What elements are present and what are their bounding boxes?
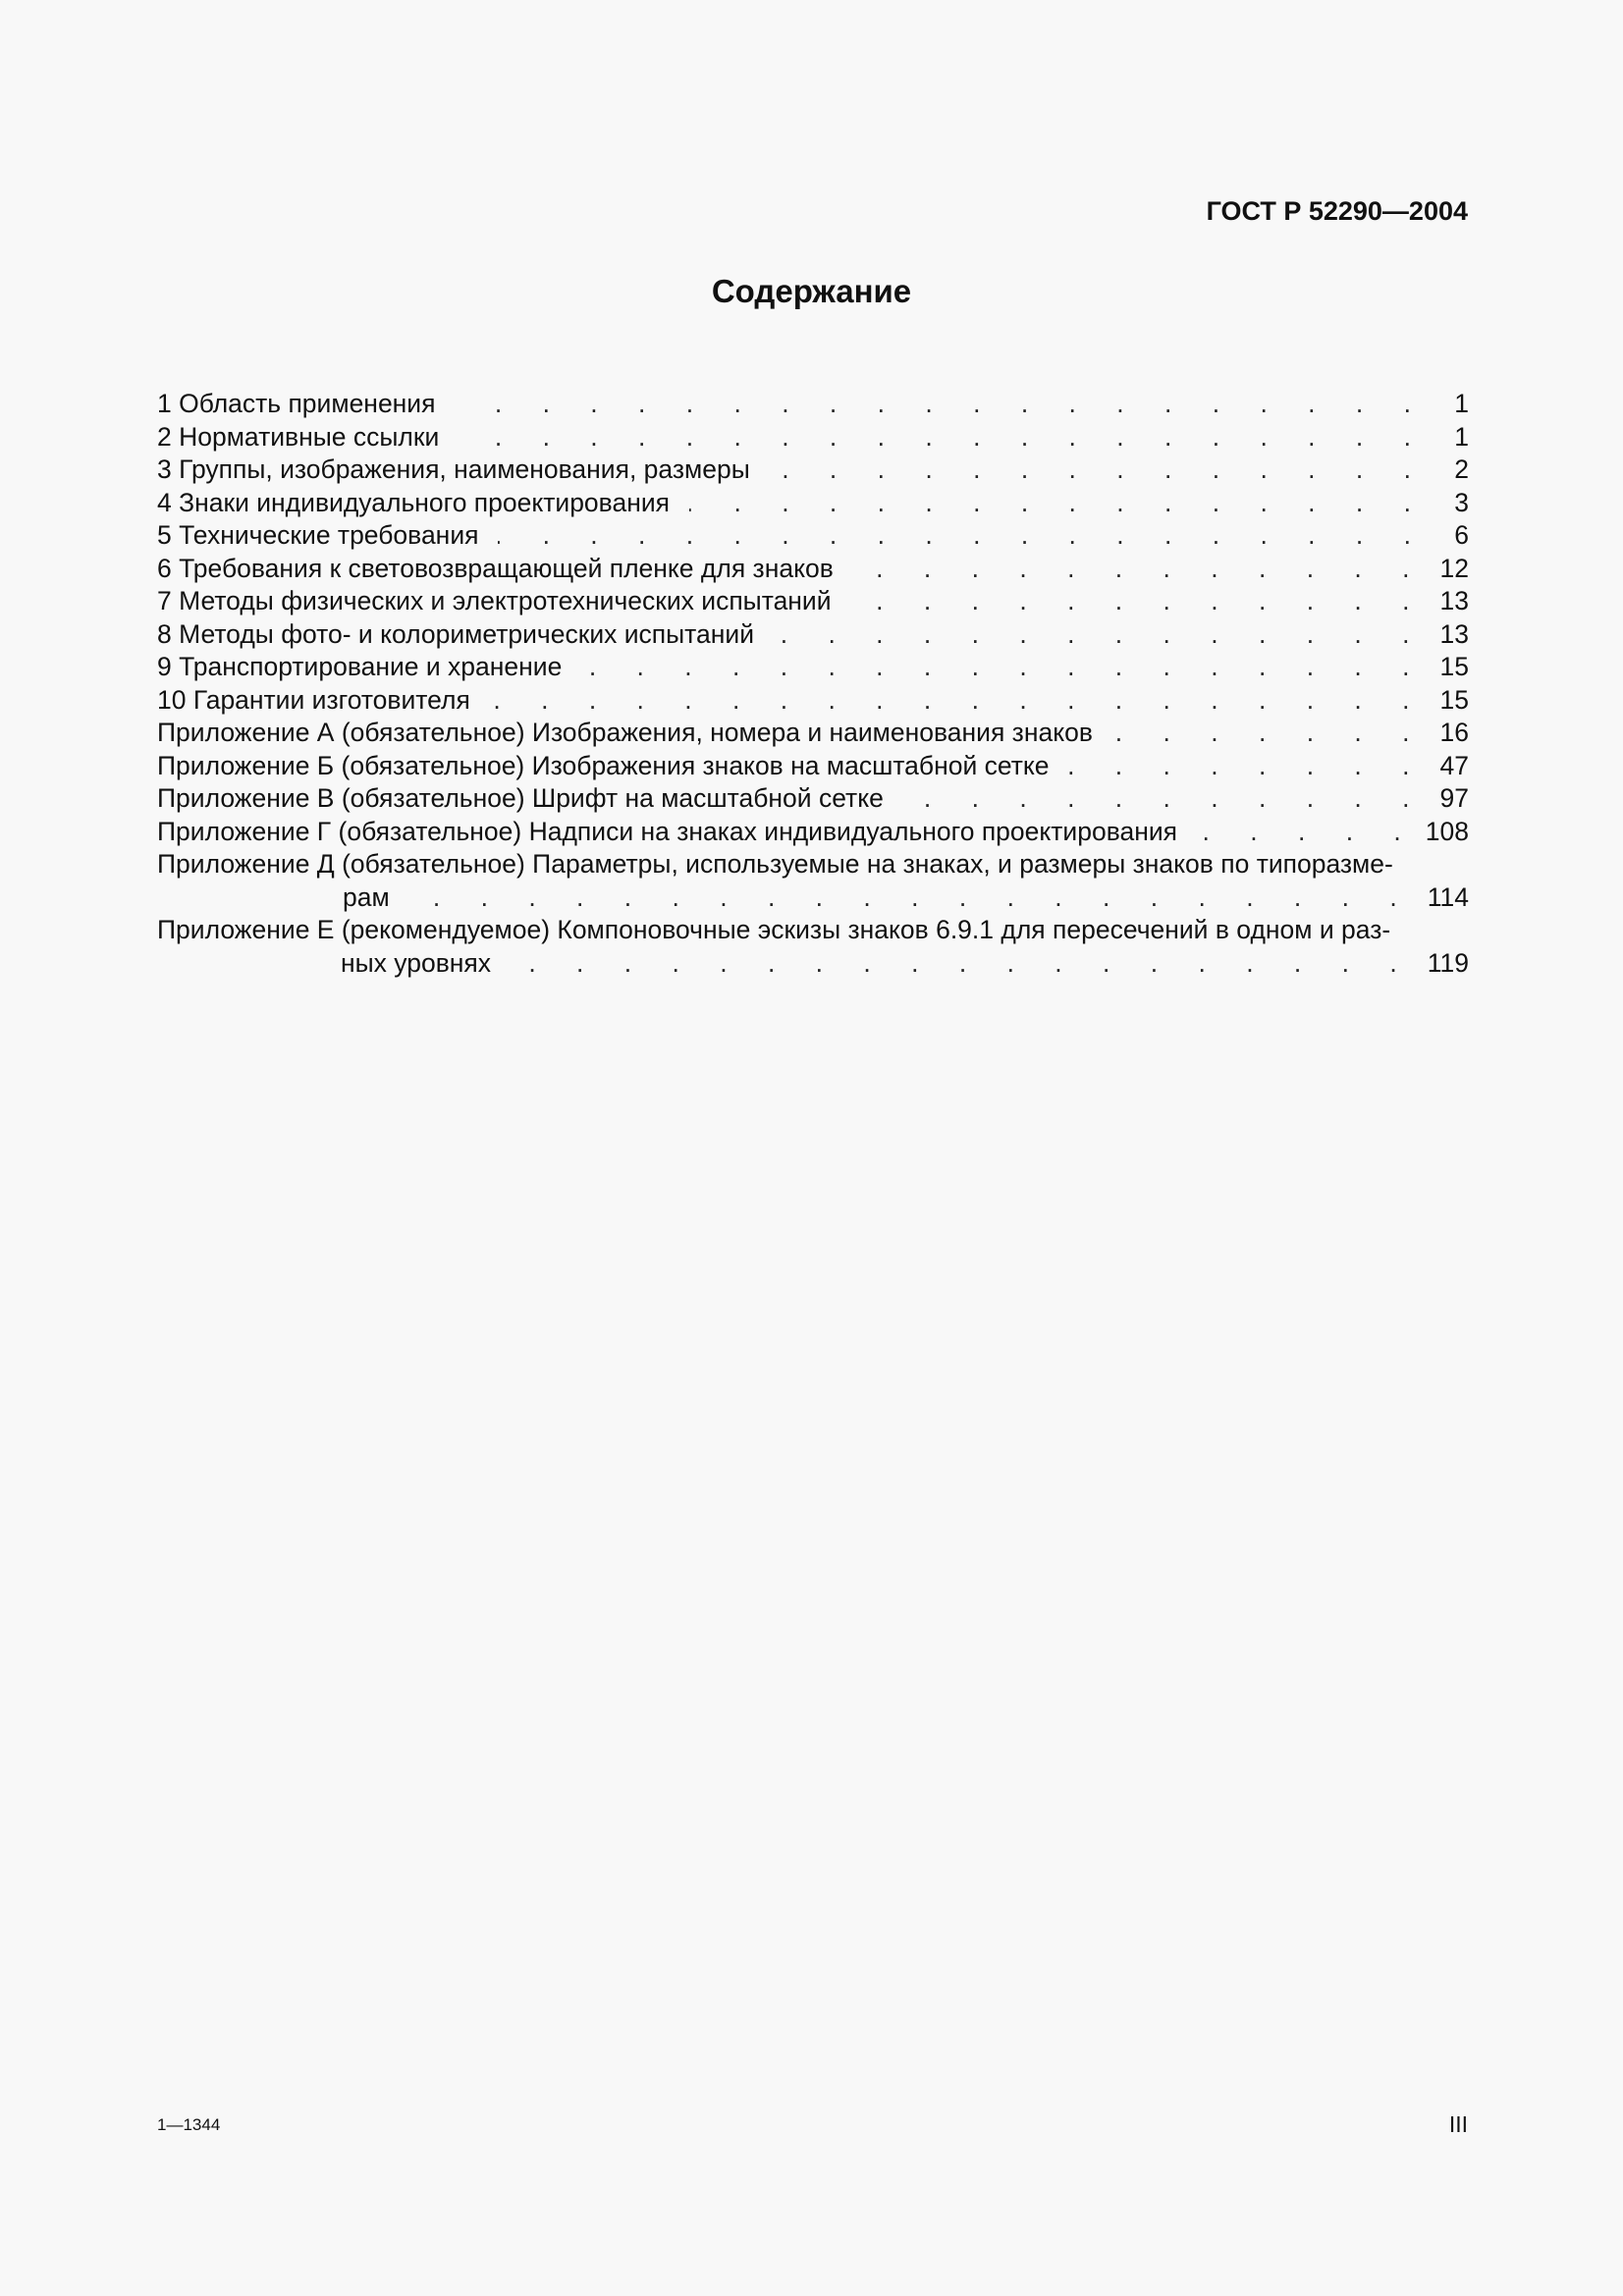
- toc-entry[interactable]: [157, 487, 1469, 520]
- toc-entry-page: 1: [1454, 389, 1469, 418]
- toc-entry-multiline[interactable]: [157, 848, 1469, 914]
- toc-leader-dots: [409, 881, 1414, 915]
- toc-leader-dots: [498, 519, 1428, 553]
- toc-entry[interactable]: [157, 651, 1469, 684]
- toc-entry-text: 8 Методы фото- и колориметрических испытаний: [157, 618, 754, 649]
- toc-entry-page: 119: [1427, 947, 1469, 978]
- toc-entry[interactable]: [157, 421, 1469, 454]
- toc-entry-text-line1: Приложение Е (рекомендуемое) Компоновочные эскизы знаков 6.9.1 для пересечений в одном и раз-: [157, 915, 1391, 944]
- toc-entry-text: Приложение В (обязательное) Шрифт на масштабной сетке: [157, 783, 884, 813]
- toc-entry[interactable]: [157, 717, 1469, 750]
- toc-entry[interactable]: [157, 684, 1469, 718]
- toc-leader-dots: [1069, 750, 1427, 783]
- toc-leader-dots: [770, 454, 1428, 487]
- toc-entry-page: 2: [1454, 454, 1469, 484]
- toc-entry-text: 2 Нормативные ссылки: [157, 421, 440, 452]
- toc-entry[interactable]: [157, 750, 1469, 783]
- toc-entry-text: 3 Группы, изображения, наименования, размеры: [157, 454, 750, 484]
- toc-leader-dots: [903, 782, 1427, 816]
- toc-entry-text: 7 Методы физических и электротехнических испытаний: [157, 586, 832, 615]
- toc-entry-page: 114: [1427, 881, 1469, 912]
- toc-entry-continuation: [157, 947, 1469, 981]
- toc-entry-page: 13: [1439, 586, 1469, 615]
- toc-entry-page: 3: [1454, 487, 1469, 517]
- toc-leader-dots: [774, 618, 1427, 652]
- toc-entry-text-line1: Приложение Д (обязательное) Параметры, используемые на знаках, и размеры знаков по типоразме-: [157, 849, 1393, 879]
- toc-entry-page: 47: [1439, 750, 1469, 780]
- toc-entry-text: Приложение Г (обязательное) Надписи на знаках индивидуального проектирования: [157, 816, 1178, 846]
- toc-entry[interactable]: [157, 388, 1469, 421]
- toc-entry-page: 15: [1439, 652, 1469, 681]
- toc-entry[interactable]: [157, 553, 1469, 586]
- toc-leader-dots: [853, 553, 1427, 586]
- page-title: Содержание: [711, 273, 912, 309]
- toc-entry[interactable]: [157, 816, 1469, 849]
- toc-entry-page: 1: [1454, 421, 1469, 452]
- toc-entry-page: 15: [1439, 684, 1469, 715]
- toc-entry-multiline[interactable]: [157, 914, 1469, 980]
- toc-entry-text-line2: ных уровнях: [341, 947, 492, 978]
- toc-leader-dots: [511, 947, 1414, 981]
- toc-leader-dots: [459, 421, 1428, 454]
- toc-leader-dots: [851, 585, 1427, 618]
- toc-entry[interactable]: [157, 618, 1469, 652]
- toc-entry-page: 108: [1425, 816, 1469, 846]
- toc-entry-text-line2: рам: [343, 881, 390, 912]
- table-of-contents: [157, 388, 1469, 980]
- print-code: 1—1344: [157, 2115, 221, 2134]
- toc-leader-dots: [689, 487, 1428, 520]
- toc-entry-text: 5 Технические требования: [157, 520, 479, 550]
- toc-entry[interactable]: [157, 782, 1469, 816]
- toc-entry-text: 6 Требования к световозвращающей пленке для знаков: [157, 553, 834, 583]
- toc-entry-text: 9 Транспортирование и хранение: [157, 652, 563, 681]
- document-code: ГОСТ Р 52290—2004: [1206, 196, 1468, 226]
- toc-entry-text: Приложение Б (обязательное) Изображения знаков на масштабной сетке: [157, 750, 1050, 780]
- toc-entry-text: Приложение А (обязательное) Изображения, номера и наименования знаков: [157, 718, 1093, 747]
- toc-entry-page: 97: [1439, 783, 1469, 813]
- toc-leader-dots: [1112, 717, 1427, 750]
- toc-entry[interactable]: [157, 519, 1469, 553]
- toc-leader-dots: [490, 684, 1427, 718]
- toc-entry-text: 10 Гарантии изготовителя: [157, 684, 470, 715]
- toc-leader-dots: [581, 651, 1426, 684]
- toc-entry-text: 1 Область применения: [157, 389, 436, 418]
- toc-leader-dots: [1191, 816, 1418, 849]
- toc-entry-text: 4 Знаки индивидуального проектирования: [157, 487, 670, 517]
- toc-entry[interactable]: [157, 454, 1469, 487]
- toc-entry-continuation: [157, 881, 1469, 915]
- toc-leader-dots: [455, 388, 1428, 421]
- toc-entry-page: 13: [1439, 618, 1469, 649]
- toc-entry-page: 16: [1439, 718, 1469, 747]
- page-number: III: [1448, 2111, 1468, 2137]
- toc-entry-page: 6: [1454, 520, 1469, 550]
- toc-entry-page: 12: [1439, 553, 1469, 583]
- toc-entry[interactable]: [157, 585, 1469, 618]
